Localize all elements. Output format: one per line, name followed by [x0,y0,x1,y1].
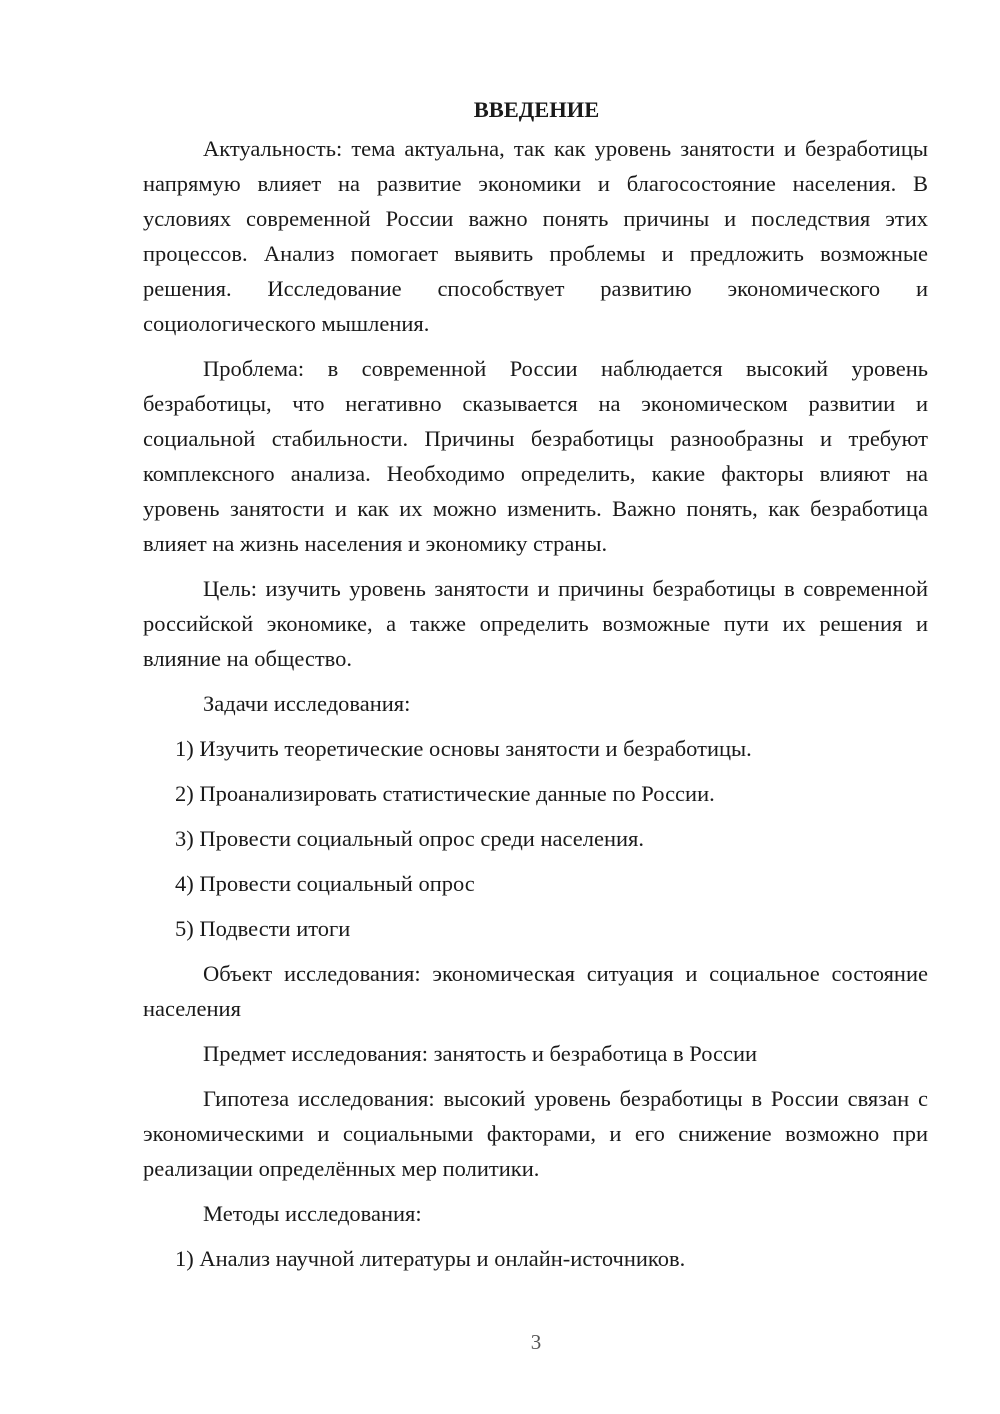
task-item: 4) Провести социальный опрос [175,871,475,896]
goal-paragraph: Цель: изучить уровень занятости и причины безработицы в современной российской экономике, а также определить возможные пути их решения и влияние на общество. [143,576,928,671]
page-content [143,92,928,1286]
task-item: 2) Проанализировать статистические данные по России. [175,781,715,806]
relevance-paragraph: Актуальность: тема актуальна, так как уровень занятости и безработицы напрямую влияет на развитие экономики и благосостояние населения. В условиях современной России важно понять причины и последствия этих процессов. Анализ помогает выявить проблемы и предложить возможные решения. Исследование способствует развитию экономического и социологического мышления. [143,136,928,336]
object-paragraph: Объект исследования: экономическая ситуация и социальное состояние населения [143,961,928,1021]
task-item: 5) Подвести итоги [175,916,351,941]
subject-paragraph: Предмет исследования: занятость и безработица в России [203,1041,758,1066]
hypothesis-paragraph: Гипотеза исследования: высокий уровень безработицы в России связан с экономическими и социальными факторами, и его снижение возможно при реализации определённых мер политики. [143,1086,928,1181]
methods-heading: Методы исследования: [203,1201,422,1226]
page-number: 3 [530,1330,542,1354]
problem-paragraph: Проблема: в современной России наблюдается высокий уровень безработицы, что негативно сказывается на экономическом развитии и социальной стабильности. Причины безработицы разнообразны и требуют комплексного анализа. Необходимо определить, какие факторы влияют на уровень занятости и как их можно изменить. Важно понять, как безработица влияет на жизнь населения и экономику страны. [143,356,928,556]
method-item: 1) Анализ научной литературы и онлайн-источников. [175,1246,686,1271]
tasks-heading: Задачи исследования: [203,691,411,716]
task-item: 3) Провести социальный опрос среди населения. [175,826,645,851]
task-item: 1) Изучить теоретические основы занятости и безработицы. [175,736,752,761]
section-heading: ВВЕДЕНИЕ [473,97,600,122]
